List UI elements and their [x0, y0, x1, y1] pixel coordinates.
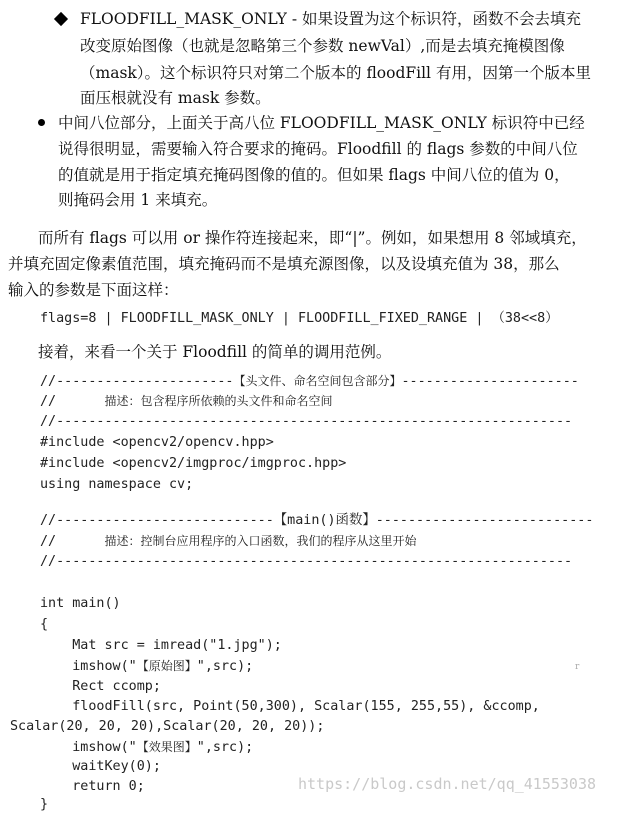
code-fragment: ",src); — [196, 659, 254, 674]
code-line-waitkey: waitKey(0); — [40, 759, 161, 774]
bullet1-line-3: （mask）。这个标识符只对第二个版本的 floodFill 有用，因第一个版本里 — [80, 64, 591, 82]
main-section-title: 【main()函数】 — [273, 513, 376, 528]
code-separator-header — [40, 372, 579, 391]
code-line-imshow-1 — [40, 657, 253, 676]
code-separator-full: //---------------------------------------------------------------- — [40, 414, 573, 429]
bullet1-line-4: 面压根就没有 mask 参数。 — [80, 89, 271, 107]
code-line-imshow-2 — [40, 738, 253, 757]
round-bullet-icon — [38, 119, 45, 126]
code-include-1: #include <opencv2/opencv.hpp> — [40, 435, 274, 450]
bullet2-line-3: 的值就是用于指定填充掩码图像的值的。但如果 flags 中间八位的值为 0， — [58, 166, 570, 184]
comment-prefix: // — [40, 534, 105, 549]
code-comment-desc2 — [40, 532, 417, 551]
code-separator-full-2: //---------------------------------------------------------------- — [40, 554, 573, 569]
code-comment-desc1 — [40, 392, 333, 411]
code-include-2: #include <opencv2/imgproc/imgproc.hpp> — [40, 456, 347, 471]
diamond-bullet-icon — [54, 12, 68, 26]
code-line-imread: Mat src = imread("1.jpg"); — [40, 638, 282, 653]
header-section-title: 【头文件、命名空间包含部分】 — [233, 374, 402, 388]
watermark-url: https://blog.csdn.net/qq_41553038 — [298, 775, 597, 793]
paragraph-line-1: 而所有 flags 可以用 or 操作符连接起来，即“|”。例如，如果想用 8 邻域填充， — [38, 229, 587, 247]
flags-code-line: flags=8 | FLOODFILL_MASK_ONLY | FLOODFILL_FIXED_RANGE | （38<<8） — [40, 311, 559, 326]
bullet2-line-1: 中间八位部分，上面关于高八位 FLOODFILL_MASK_ONLY 标识符中已经 — [58, 114, 585, 132]
code-fragment: ",src); — [196, 740, 254, 755]
bullet2-line-2: 说得很明显，需要输入符合要求的掩码。Floodfill 的 flags 参数的中间八位 — [58, 140, 578, 158]
paragraph-line-3: 输入的参数是下面这样： — [8, 281, 179, 299]
comment-text: 描述：包含程序所依赖的头文件和命名空间 — [104, 394, 333, 408]
code-fragment: imshow(" — [40, 740, 137, 755]
bullet2-line-4: 则掩码会用 1 来填充。 — [58, 191, 218, 209]
code-line-rect: Rect ccomp; — [40, 679, 161, 694]
code-open-brace: { — [40, 617, 49, 632]
code-line-return: return 0; — [40, 779, 145, 794]
code-close-brace: } — [40, 797, 49, 812]
intro-line: 接着，来看一个关于 Floodfill 的简单的调用范例。 — [38, 343, 392, 361]
comment-prefix: // — [40, 394, 105, 409]
separator-left: //---------------------- — [40, 374, 234, 389]
code-line-floodfill-cont: Scalar(20, 20, 20),Scalar(20, 20, 20)); — [10, 719, 325, 734]
code-fragment: imshow(" — [40, 659, 137, 674]
window-title: 【原始图】 — [136, 659, 197, 673]
code-main-decl: int main() — [40, 596, 121, 611]
paragraph-line-2: 并填充固定像素值范围，填充掩码而不是填充源图像，以及设填充值为 38，那么 — [8, 255, 560, 273]
separator-right: --------------------------- — [375, 513, 594, 528]
scan-speck: r — [575, 662, 580, 672]
code-separator-main — [40, 512, 593, 530]
bullet1-line-1: FLOODFILL_MASK_ONLY - 如果设置为这个标识符，函数不会去填充 — [80, 10, 582, 28]
code-using-namespace: using namespace cv; — [40, 477, 194, 492]
comment-text: 描述：控制台应用程序的入口函数，我们的程序从这里开始 — [104, 534, 417, 548]
separator-right: ---------------------- — [401, 374, 579, 389]
separator-left: //--------------------------- — [40, 513, 274, 528]
window-title: 【效果图】 — [136, 740, 197, 754]
code-line-floodfill: floodFill(src, Point(50,300), Scalar(155, 255,55), &ccomp, — [40, 699, 540, 714]
bullet1-line-2: 改变原始图像（也就是忽略第三个参数 newVal）,而是去填充掩模图像 — [80, 37, 565, 55]
